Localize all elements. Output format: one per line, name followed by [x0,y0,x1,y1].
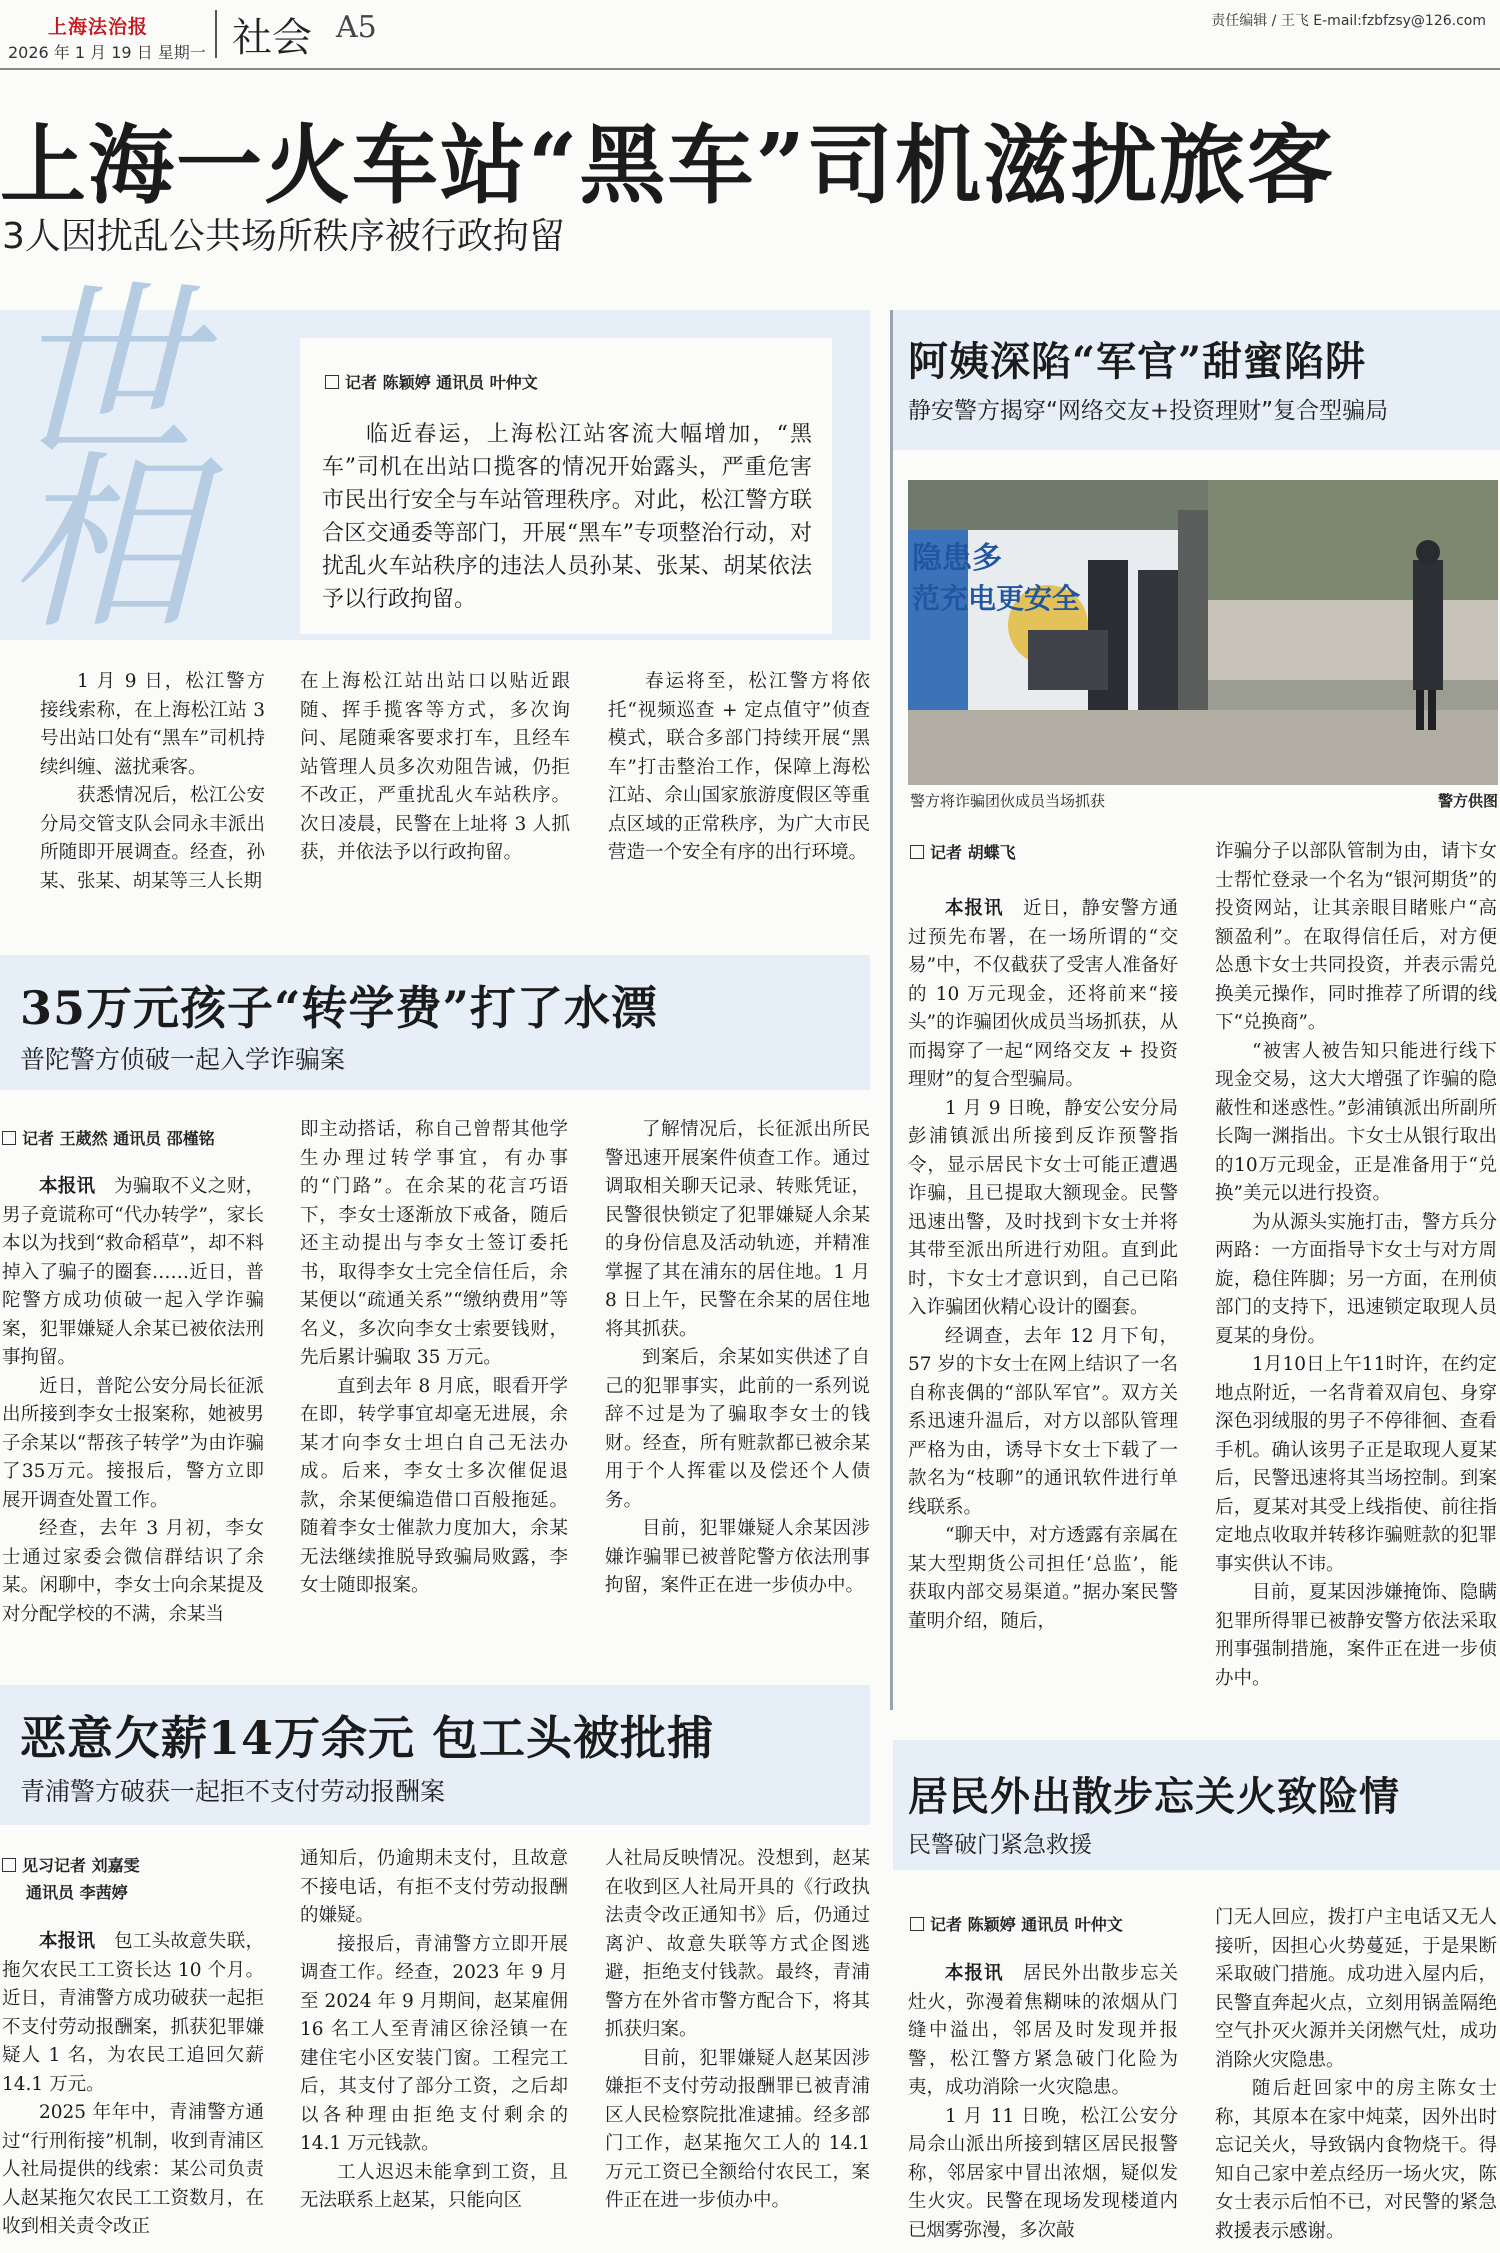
story4-byline-text: 记者 胡蝶飞 [930,843,1016,862]
story5-byline [910,1912,1123,1935]
paragraph: 经查，去年 3 月初，李女士通过家委会微信群结识了余某。闲聊中，李女士向余某提及对分配学校的不满，余某当 [2,1518,264,1625]
story4-col-2 [1215,838,1497,1693]
paragraph: 2025 年年中，青浦警方通过“行刑衔接”机制，收到青浦区人社局提供的线索：某公司负责人赵某拖欠农民工工资数月，在收到相关责令改正 [2,2102,264,2237]
paragraph [2,1928,264,2099]
byline-box-icon [910,1917,924,1931]
story4-subheadline: 静安警方揭穿“网络交友+投资理财”复合型骗局 [908,398,1389,424]
story3-col-1 [2,1928,264,2242]
paragraph-text: 近日，静安警方通过预先布署，在一场所谓的“交易”中，不仅截获了受害人准备好的 10 万元现金，还将前来“接头”的诈骗团伙成员当场抓获，从而揭穿了一起“网络交友 + 投资理财”的复合型骗局。 [908,898,1178,1090]
byline-box-icon [910,845,924,859]
lead-byline [325,370,538,393]
masthead-divider [215,10,217,58]
paragraph: 获悉情况后，松江公安分局交管支队会同永丰派出所随即开展调查。经查，孙某、张某、胡某等三人长期 [40,785,265,892]
paragraph: 随后赶回家中的房主陈女士称，其原本在家中炖菜，因外出时忘记关火，导致锅内食物烧干。得知自己家中差点经历一场火灾，陈女士表示后怕不已，对民警的紧急救援表示感谢。 [1215,2078,1497,2242]
paragraph: 在上海松江站出站口以贴近跟随、挥手揽客等方式，多次询问、尾随乘客要求打车，且经车站管理人员多次劝阻告诫，仍拒不改正，严重扰乱火车站秩序。次日凌晨，民警在上址将 3 人抓获，并依法予以行政拘留。 [300,671,570,863]
newspaper-logo: 上海法治报 [48,16,149,38]
story5-subheadline: 民警破门紧急救援 [908,1832,1092,1858]
paragraph: 经调查，去年 12 月下旬，57 岁的卞女士在网上结识了一名自称丧偶的“部队军官”。双方关系迅速升温后，对方以部队管理严格为由，诱导卞女士下载了一款名为“枝聊”的通讯软件进行单线联系。 [908,1325,1178,1518]
story3-col-2 [300,1845,568,2216]
paragraph: 近日，普陀公安分局长征派出所接到李女士报案称，她被男子余某以“帮孩子转学”为由诈骗了35万元。接报后，警方立即展开调查处置工作。 [2,1375,264,1511]
column-mark-text: 世相 [8,264,199,655]
paragraph [2,1173,264,1373]
paragraph: 到案后，余某如实供述了自己的犯罪事实，此前的一系列说辞不过是为了骗取李女士的钱财。经查，所有赃款都已被余某用于个人挥霍以及偿还个人债务。 [605,1347,870,1511]
lead-tag: 本报讯 [945,898,1004,919]
lead-headline: 上海一火车站“黑车”司机滋扰旅客 [0,115,1335,216]
section-name: 社会 [232,15,312,61]
story3-col-3 [605,1845,870,2216]
paragraph: 目前，犯罪嫌疑人余某因涉嫌诈骗罪已被普陀警方依法刑事拘留，案件正在进一步侦办中。 [605,1518,870,1596]
paragraph: 诈骗分子以部队管制为由，请卞女士帮忙登录一个名为“银河期货”的投资网站，让其亲眼目睹账户“高额盈利”。在取得信任后，对方便怂恿卞女士共同投资，并表示需兑换美元操作，同时推荐了所谓的线下“兑换商”。 [1215,841,1497,1033]
arrest-photo-image [908,480,1498,785]
byline-box-icon [325,375,339,389]
lead-tag: 本报讯 [945,1963,1004,1984]
photo-sign-text-2: 范充电更安全 [912,582,1081,615]
lead-subheadline: 3人因扰乱公共场所秩序被行政拘留 [2,216,565,257]
paragraph: 通知后，仍逾期未支付，且故意不接电话，有拒不支付劳动报酬的嫌疑。 [300,1848,568,1926]
paragraph: “被害人被告知只能进行线下现金交易，这大大增强了诈骗的隐蔽性和迷惑性。”彭浦镇派出所副所长陶一渊指出。卞女士从银行取出的10万元现金，正是准备用于“兑换”美元以进行投资。 [1215,1040,1497,1204]
paragraph: 直到去年 8 月底，眼看开学在即，转学事宜却毫无进展，余某才向李女士坦白自己无法办成。后来，李女士多次催促退款，余某便编造借口百般拖延。随着李女士催款力度加大，余某无法继续推脱导致骗局败露，李女士随即报案。 [300,1375,568,1596]
story2-byline [2,1126,215,1149]
column-divider [890,310,893,1710]
paragraph: “聊天中，对方透露有亲属在某大型期货公司担任‘总监’，能获取内部交易渠道。”据办案民警董明介绍，随后， [908,1525,1178,1632]
paragraph-text: 为骗取不义之财，男子竟谎称可“代办转学”，家长本以为找到“救命稻草”，却不料掉入了骗子的圈套……近日，普陀警方成功侦破一起入学诈骗案，犯罪嫌疑人余某已被依法刑事拘留。 [2,1176,264,1368]
paragraph-text: 包工头故意失联，拖欠农民工工资长达 10 个月。近日，青浦警方成功破获一起拒不支付劳动报酬案，抓获犯罪嫌疑人 1 名，为农民工追回欠薪 14.1 万元。 [2,1931,264,2095]
paragraph: 1月10日上午11时许，在约定地点附近，一名背着双肩包、身穿深色羽绒服的男子不停徘徊、查看手机。确认该男子正是取现人夏某后，民警迅速将其当场控制。到案后，夏某对其受上线指使、前往指定地点收取并转移诈骗赃款的犯罪事实供认不讳。 [1215,1354,1497,1575]
paragraph: 目前，犯罪嫌疑人赵某因涉嫌拒不支付劳动报酬罪已被青浦区人民检察院批准逮捕。经多部门工作，赵某拖欠工人的 14.1 万元工资已全额给付农民工，案件正在进一步侦办中。 [605,2047,870,2211]
paragraph: 1 月 11 日晚，松江公安分局佘山派出所接到辖区居民报警称，邻居家中冒出浓烟，疑似发生火灾。民警在现场发现楼道内已烟雾弥漫，多次敲 [908,2105,1178,2241]
paragraph-text: 居民外出散步忘关灶火，弥漫着焦糊味的浓烟从门缝中溢出，邻居及时发现并报警，松江警方紧急破门化险为夷，成功消除一火灾隐患。 [908,1963,1178,2098]
story5-col-2 [1215,1904,1497,2246]
story2-col-2 [300,1116,568,1601]
story5-byline-text: 记者 陈颖婷 通讯员 叶仲文 [930,1915,1123,1934]
lead-col-3 [608,668,870,868]
story3-subheadline: 青浦警方破获一起拒不支付劳动报酬案 [20,1777,446,1806]
column-mark-shixiang [8,264,278,655]
story3-byline-text: 见习记者 刘嘉雯 [22,1856,140,1875]
paragraph: 接报后，青浦警方立即开展调查工作。经查，2023 年 9 月至 2024 年 9 月期间，赵某雇佣 16 名工人至青浦区徐泾镇一在建住宅小区安装门窗。工程完工后，其支付了部分工资，之后却以各种理由拒绝支付剩余的 14.1 万元钱款。 [300,1933,568,2154]
story4-col-1 [908,895,1178,1636]
story2-col-3 [605,1116,870,1601]
lead-col-1 [40,668,265,896]
story3-headline: 恶意欠薪14万余元 包工头被批捕 [20,1711,715,1765]
paragraph: 门无人回应，拨打户主电话又无人接听，因担心火势蔓延，于是果断采取破门措施。成功进入屋内后，民警直奔起火点，立刻用锅盖隔绝空气扑灭火源并关闭燃气灶，成功消除火灾隐患。 [1215,1907,1497,2071]
lead-intro: 临近春运，上海松江站客流大幅增加，“黑车”司机在出站口揽客的情况开始露头，严重危害市民出行安全与车站管理秩序。对此，松江警方联合区交通委等部门，开展“黑车”专项整治行动，对扰乱火车站秩序的违法人员孙某、张某、胡某依法予以行政拘留。 [322,422,812,612]
paragraph: 1 月 9 日晚，静安公安分局彭浦镇派出所接到反诈预警指令，显示居民卞女士可能正遭遇诈骗，且已提取大额现金。民警迅速出警，及时找到卞女士并将其带至派出所进行劝阻。直到此时，卞女士才意识到，自己已陷入诈骗团伙精心设计的圈套。 [908,1097,1178,1318]
masthead-rule [0,68,1500,70]
lead-tag: 本报讯 [39,1931,96,1952]
story2-subheadline: 普陀警方侦破一起入学诈骗案 [20,1045,346,1074]
page-number: A5 [336,10,377,45]
lead-byline-text: 记者 陈颖婷 通讯员 叶仲文 [345,373,538,392]
paragraph: 1 月 9 日，松江警方接线索称，在上海松江站 3 号出站口处有“黑车”司机持续纠缠、滋扰乘客。 [40,671,265,778]
paragraph [908,895,1178,1095]
paragraph: 春运将至，松江警方将依托“视频巡查 + 定点值守”侦查模式，联合多部门持续开展“黑车”打击整治工作，保障上海松江站、佘山国家旅游度假区等重点区域的正常秩序，为广大市民营造一个安全有序的出行环境。 [608,671,870,863]
story5-col-1 [908,1960,1178,2245]
paragraph: 目前，夏某因涉嫌掩饰、隐瞒犯罪所得罪已被静安警方依法采取刑事强制措施，案件正在进一步侦办中。 [1215,1582,1497,1689]
story4-headline: 阿姨深陷“军官”甜蜜陷阱 [908,338,1367,385]
paragraph: 人社局反映情况。没想到，赵某在收到区人社局开具的《行政执法责令改正通知书》后，仍通过离沪、故意失联等方式企图逃避，拒绝支付钱款。最终，青浦警方在外省市警方配合下，将其抓获归案。 [605,1848,870,2040]
issue-date: 2026 年 1 月 19 日 星期一 [8,43,206,62]
story3-byline-1 [2,1853,140,1876]
story2-headline: 35万元孩子“转学费”打了水漂 [20,981,658,1035]
lead-tag: 本报讯 [39,1176,96,1197]
paragraph [908,1960,1178,2103]
photo-credit: 警方供图 [1437,792,1498,810]
paragraph: 工人迟迟未能拿到工资，且无法联系上赵某，只能向区 [300,2161,568,2211]
lead-col-2 [300,668,570,868]
byline-box-icon [2,1131,16,1145]
story2-col-1 [2,1173,264,1629]
paragraph: 为从源头实施打击，警方兵分两路：一方面指导卞女士与对方周旋，稳住阵脚；另一方面，在刑侦部门的支持下，迅速锁定取现人员夏某的身份。 [1215,1211,1497,1347]
editor-info: 责任编辑 / 王飞 E-mail:fzbfzsy@126.com [1211,13,1486,29]
byline-box-icon [2,1858,16,1872]
story4-byline [910,840,1016,863]
photo-sign-text-1: 隐患多 [912,541,1002,576]
paragraph: 了解情况后，长征派出所民警迅速开展案件侦查工作。通过调取相关聊天记录、转账凭证，民警很快锁定了犯罪嫌疑人余某的身份信息及活动轨迹，并精准掌握了其在浦东的居住地。1 月 8 日上午，民警在余某的居住地将其抓获。 [605,1119,870,1340]
paragraph: 即主动搭话，称自己曾帮其他学生办理过转学事宜，有办事的“门路”。在余某的花言巧语下，李女士逐渐放下戒备，随后还主动提出与李女士签订委托书，取得李女士完全信任后，余某便以“疏通关系”“缴纳费用”等名义，多次向李女士索要钱财，先后累计骗取 35 万元。 [300,1119,568,1368]
story2-byline-text: 记者 王葳然 通讯员 邵槿铭 [22,1129,215,1148]
story5-headline: 居民外出散步忘关火致险情 [908,1773,1400,1820]
arrest-photo [908,480,1498,785]
photo-caption: 警方将诈骗团伙成员当场抓获 [910,792,1106,810]
story3-byline-2: 通讯员 李茜婷 [26,1883,128,1902]
